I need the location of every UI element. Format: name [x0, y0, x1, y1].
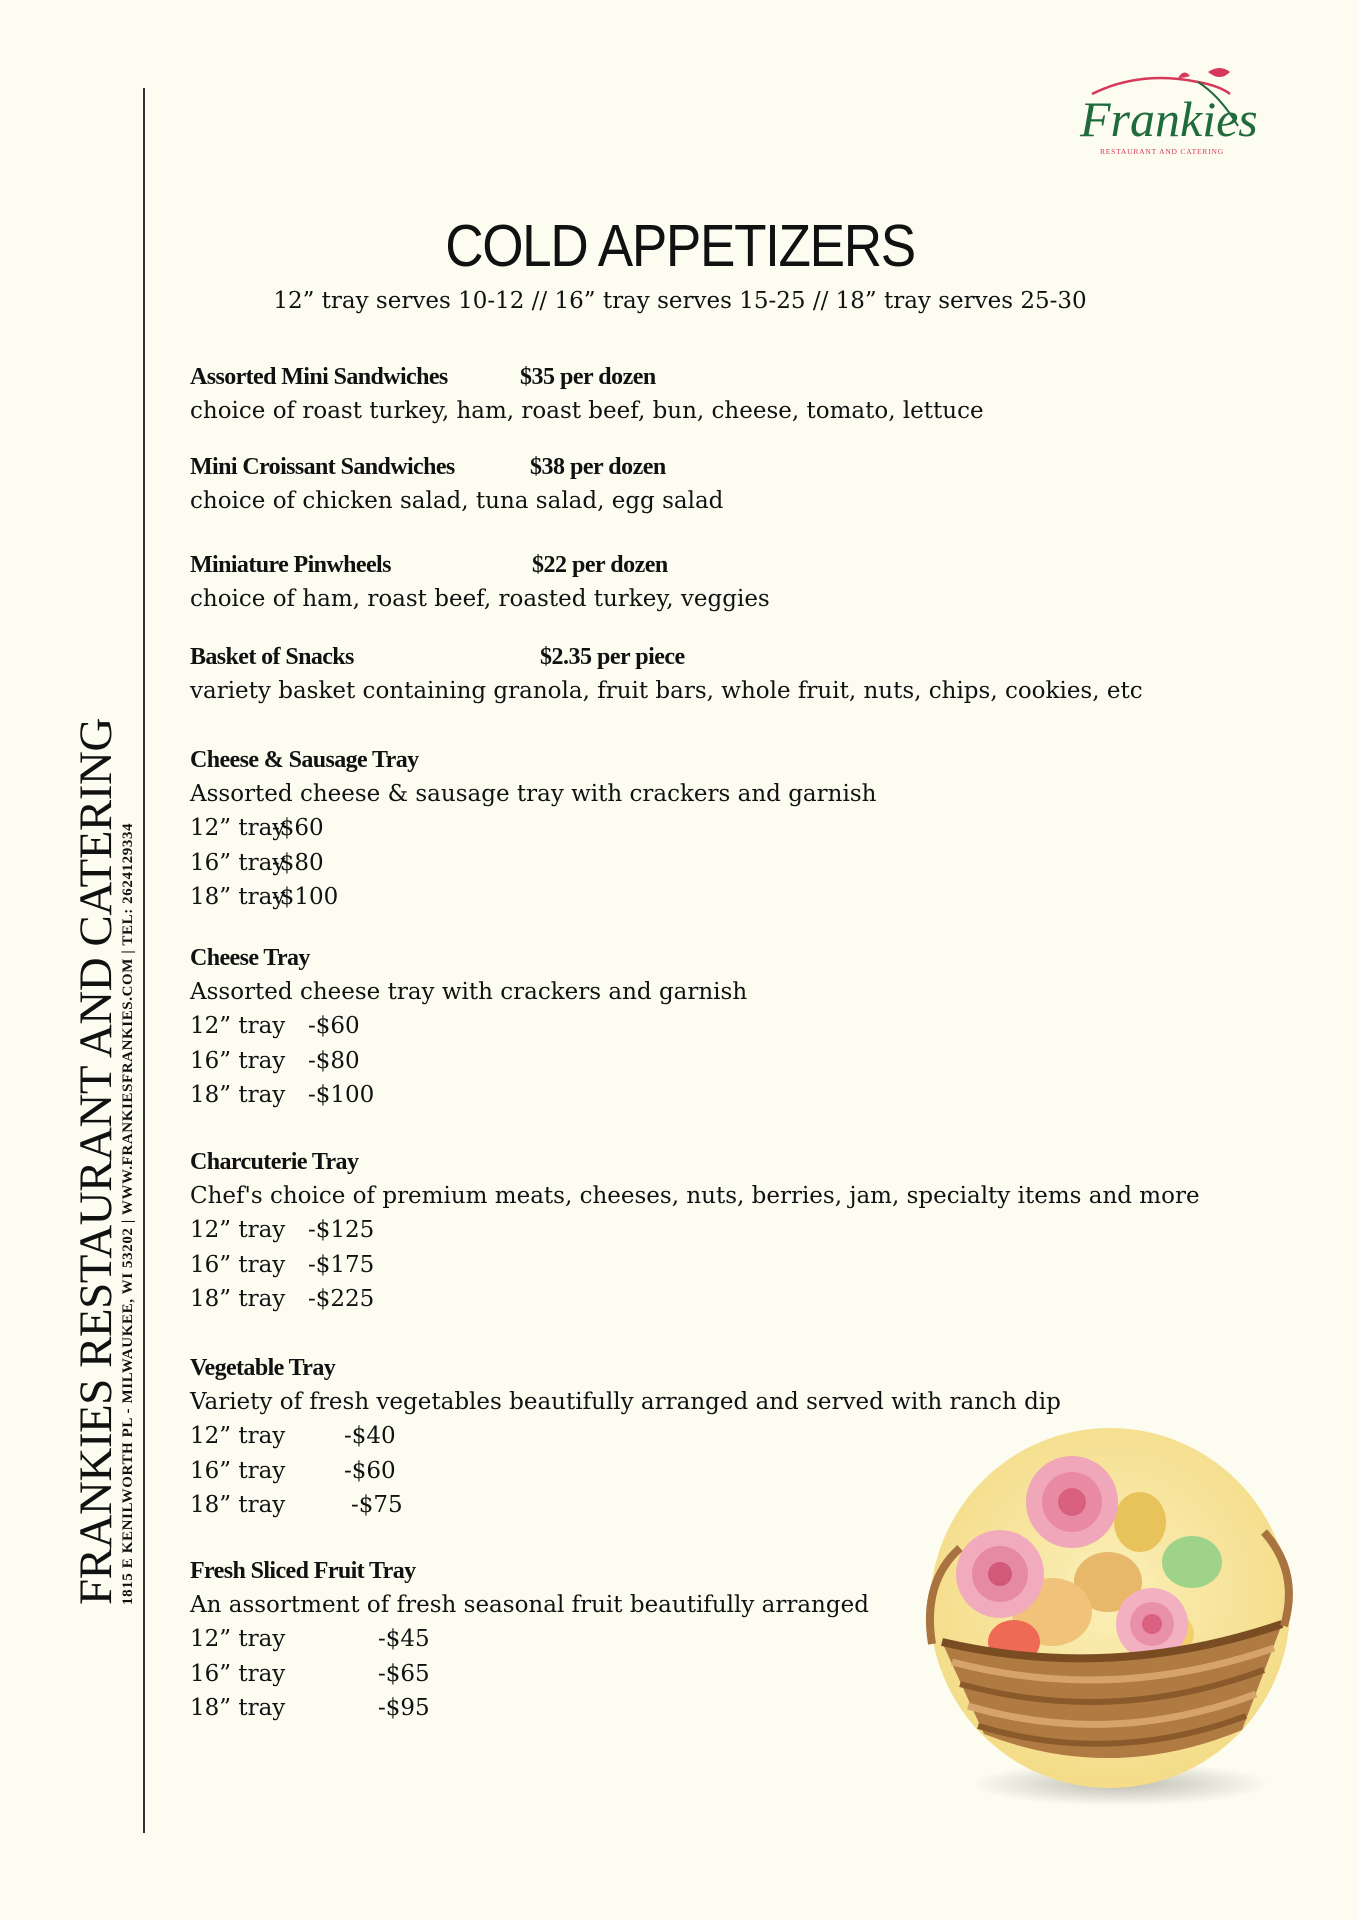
size-price: -$80 [272, 849, 324, 876]
item-description: An assortment of fresh seasonal fruit beautifully arranged [190, 1592, 869, 1618]
item-description: choice of chicken salad, tuna salad, egg salad [190, 488, 724, 514]
item-name: Charcuterie Tray [190, 1149, 359, 1175]
menu-item-cheese-sausage-tray [190, 743, 1190, 915]
logo-tagline: RESTAURANT AND CATERING [1100, 147, 1224, 156]
item-name: Miniature Pinwheels [190, 552, 391, 578]
serving-size-note: 12” tray serves 10-12 // 16” tray serves 15-25 // 18” tray serves 25-30 [273, 288, 1087, 314]
item-description: Variety of fresh vegetables beautifully arranged and served with ranch dip [190, 1389, 1061, 1415]
basket-illustration [912, 1412, 1312, 1812]
menu-item-cheese-tray [190, 941, 1190, 1113]
size-label: 16” tray [190, 1251, 286, 1278]
size-label: 12” tray [190, 1626, 286, 1652]
sidebar-divider [143, 88, 145, 1833]
item-description: Assorted cheese & sausage tray with crackers and garnish [190, 781, 877, 807]
size-row [190, 1213, 1190, 1248]
item-name: Vegetable Tray [190, 1355, 336, 1381]
size-price: -$95 [378, 1695, 430, 1721]
size-price: -$60 [344, 1457, 396, 1484]
item-description: Assorted cheese tray with crackers and garnish [190, 979, 748, 1005]
size-row [190, 1282, 1190, 1317]
size-label: 18” tray [190, 1695, 286, 1721]
size-price: -$60 [272, 815, 324, 841]
size-row [190, 1078, 1190, 1113]
size-label: 12” tray [190, 1013, 286, 1039]
size-label: 18” tray [190, 884, 286, 910]
size-label: 12” tray [190, 1217, 286, 1243]
item-name: Basket of Snacks [190, 644, 354, 670]
size-row [190, 811, 1190, 846]
size-label: 16” tray [190, 1457, 286, 1484]
menu-item-pinwheels [190, 548, 1190, 616]
logo-wordmark: Frankies [1080, 91, 1258, 147]
sidebar [26, 175, 156, 1735]
item-name: Fresh Sliced Fruit Tray [190, 1558, 416, 1584]
logo-graphic [1070, 66, 1266, 162]
size-price: -$80 [308, 1047, 360, 1074]
sidebar-contact-line: 1815 E KENILWORTH PL - MILWAUKEE, WI 53202 | WWW.FRANKIESFRANKIES.COM | TEL: 2624129334 [120, 822, 136, 1605]
item-description: Chef's choice of premium meats, cheeses, nuts, berries, jam, specialty items and more [190, 1183, 1200, 1209]
size-label: 12” tray [190, 815, 286, 841]
basket-photo [912, 1412, 1312, 1812]
item-name: Cheese & Sausage Tray [190, 747, 419, 773]
menu-item-mini-sandwiches [190, 360, 1190, 428]
item-name: Assorted Mini Sandwiches [190, 364, 448, 390]
size-label: 16” tray [190, 1660, 286, 1687]
size-row [190, 880, 1190, 915]
item-description: choice of roast turkey, ham, roast beef, bun, cheese, tomato, lettuce [190, 398, 984, 424]
item-price: $38 per dozen [530, 454, 666, 480]
size-price: -$100 [272, 884, 339, 910]
size-row [190, 1044, 1190, 1079]
size-price: -$75 [351, 1492, 403, 1518]
item-description: choice of ham, roast beef, roasted turkey, veggies [190, 586, 770, 612]
size-price: -$100 [308, 1082, 375, 1108]
size-label: 16” tray [190, 1047, 286, 1074]
item-price: $2.35 per piece [540, 644, 685, 670]
sidebar-restaurant-name: FRANKIES RESTAURANT AND CATERING [70, 718, 122, 1605]
size-price: -$40 [344, 1423, 396, 1449]
size-label: 18” tray [190, 1082, 286, 1108]
size-price: -$175 [308, 1251, 375, 1278]
size-price: -$45 [378, 1626, 430, 1652]
item-description: variety basket containing granola, fruit bars, whole fruit, nuts, chips, cookies, etc [190, 678, 1143, 704]
size-price: -$60 [308, 1013, 360, 1039]
size-price: -$225 [308, 1286, 375, 1312]
menu-item-charcuterie-tray [190, 1145, 1200, 1317]
item-name: Cheese Tray [190, 945, 310, 971]
frankies-logo [1070, 66, 1266, 162]
size-price: -$125 [308, 1217, 375, 1243]
size-price: -$65 [378, 1660, 430, 1687]
size-row [190, 1248, 1190, 1283]
size-label: 18” tray [190, 1492, 286, 1518]
menu-item-croissant-sandwiches [190, 450, 1190, 518]
size-row [190, 846, 1190, 881]
size-row [190, 1009, 1190, 1044]
item-name: Mini Croissant Sandwiches [190, 454, 455, 480]
menu-item-snack-basket [190, 640, 1190, 708]
item-price: $22 per dozen [532, 552, 668, 578]
size-label: 16” tray [190, 849, 286, 876]
item-price: $35 per dozen [520, 364, 656, 390]
size-label: 12” tray [190, 1423, 286, 1449]
size-label: 18” tray [190, 1286, 286, 1312]
page-title: COLD APPETIZERS [445, 213, 915, 279]
